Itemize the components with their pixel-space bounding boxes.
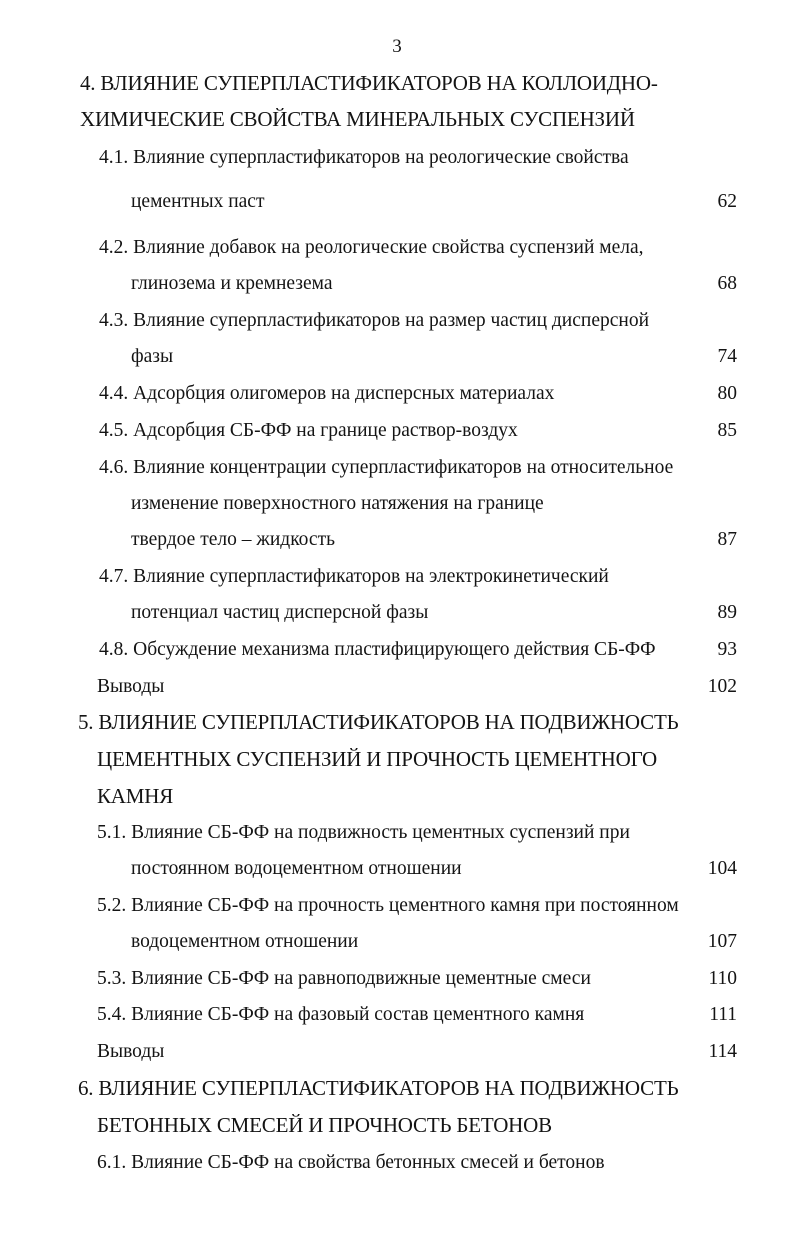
toc-entry-4-7-line-1: 4.7. Влияние суперпластификаторов на электрокинетический xyxy=(99,566,609,587)
toc-page-conclusions-ch5: 114 xyxy=(708,1041,737,1062)
toc-entry-5-3: 5.3. Влияние СБ-ФФ на равноподвижные цементные смеси xyxy=(97,968,591,989)
toc-page-5-2: 107 xyxy=(707,931,737,952)
toc-entry-4-8: 4.8. Обсуждение механизма пластифицирующего действия СБ-ФФ xyxy=(99,639,656,660)
toc-entry-4-3-line-2: фазы xyxy=(131,346,174,367)
chapter-6-title-line-1: 6. ВЛИЯНИЕ СУПЕРПЛАСТИФИКАТОРОВ НА ПОДВИЖНОСТЬ xyxy=(78,1076,679,1100)
toc-page-5-3: 110 xyxy=(708,968,737,989)
toc-page-5-1: 104 xyxy=(707,858,737,879)
toc-page-4-8: 93 xyxy=(717,639,737,660)
toc-entry-4-1-line-2: цементных паст xyxy=(131,191,265,212)
toc-entry-5-2-line-1: 5.2. Влияние СБ-ФФ на прочность цементного камня при постоянном xyxy=(97,895,679,916)
toc-page-4-1: 62 xyxy=(717,191,737,212)
toc-page-4-7: 89 xyxy=(717,602,737,623)
toc-entry-4-2-line-2: глинозема и кремнезема xyxy=(131,273,333,294)
toc-conclusions-ch4: Выводы xyxy=(97,676,165,697)
toc-entry-6-1: 6.1. Влияние СБ-ФФ на свойства бетонных смесей и бетонов xyxy=(97,1152,605,1173)
toc-page-4-6: 87 xyxy=(717,529,737,550)
toc-entry-5-2-line-2: водоцементном отношении xyxy=(131,931,359,952)
toc-page-4-5: 85 xyxy=(717,420,737,441)
toc-entry-4-7-line-2: потенциал частиц дисперсной фазы xyxy=(131,602,429,623)
toc-entry-4-4: 4.4. Адсорбция олигомеров на дисперсных материалах xyxy=(99,383,555,404)
toc-page-5-4: 111 xyxy=(709,1004,737,1025)
chapter-4-title-line-1: 4. ВЛИЯНИЕ СУПЕРПЛАСТИФИКАТОРОВ НА КОЛЛОИДНО- xyxy=(80,71,658,95)
page-number: 3 xyxy=(392,36,402,57)
chapter-6-title-line-2: БЕТОННЫХ СМЕСЕЙ И ПРОЧНОСТЬ БЕТОНОВ xyxy=(97,1113,552,1137)
chapter-5-title-line-2: ЦЕМЕНТНЫХ СУСПЕНЗИЙ И ПРОЧНОСТЬ ЦЕМЕНТНОГО xyxy=(97,747,657,771)
toc-page-conclusions-ch4: 102 xyxy=(707,676,737,697)
toc-entry-4-6-line-1: 4.6. Влияние концентрации суперпластификаторов на относительное xyxy=(99,457,674,478)
toc-entry-4-6-line-3: твердое тело – жидкость xyxy=(131,529,335,550)
toc-entry-5-1-line-2: постоянном водоцементном отношении xyxy=(131,858,462,879)
toc-entry-4-3-line-1: 4.3. Влияние суперпластификаторов на размер частиц дисперсной xyxy=(99,310,650,331)
toc-page-4-4: 80 xyxy=(717,383,737,404)
toc-entry-4-6-line-2: изменение поверхностного натяжения на границе xyxy=(131,493,544,514)
toc-page-4-2: 68 xyxy=(717,273,737,294)
toc-page-4-3: 74 xyxy=(717,346,737,367)
toc-entry-4-2-line-1: 4.2. Влияние добавок на реологические свойства суспензий мела, xyxy=(99,237,644,258)
toc-entry-5-1-line-1: 5.1. Влияние СБ-ФФ на подвижность цементных суспензий при xyxy=(97,822,630,843)
toc-entry-5-4: 5.4. Влияние СБ-ФФ на фазовый состав цементного камня xyxy=(97,1004,585,1025)
toc-entry-4-1-line-1: 4.1. Влияние суперпластификаторов на реологические свойства xyxy=(99,147,629,168)
toc-conclusions-ch5: Выводы xyxy=(97,1041,165,1062)
chapter-4-title-line-2: ХИМИЧЕСКИЕ СВОЙСТВА МИНЕРАЛЬНЫХ СУСПЕНЗИЙ xyxy=(80,107,635,131)
chapter-5-title-line-3: КАМНЯ xyxy=(97,784,174,808)
chapter-5-title-line-1: 5. ВЛИЯНИЕ СУПЕРПЛАСТИФИКАТОРОВ НА ПОДВИЖНОСТЬ xyxy=(78,710,679,734)
toc-entry-4-5: 4.5. Адсорбция СБ-ФФ на границе раствор-воздух xyxy=(99,420,518,441)
